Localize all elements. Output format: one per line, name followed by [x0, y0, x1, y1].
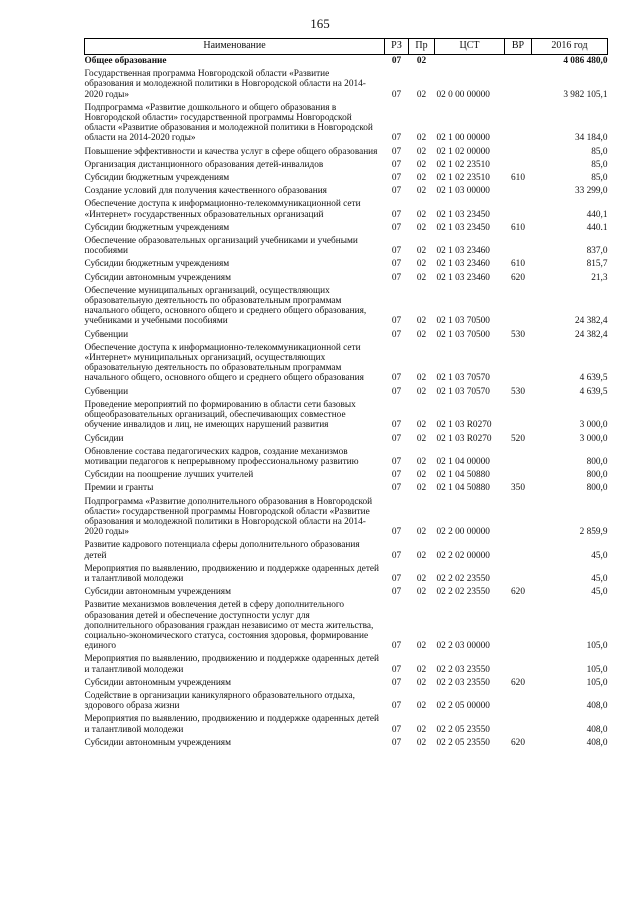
- cell-rz: 07: [391, 259, 402, 270]
- cell-pr: 02: [416, 272, 427, 283]
- cell-name: Повышение эффективности и качества услуг в сфере общего образования: [84, 146, 378, 157]
- cell-cst: 02 2 02 23550: [436, 573, 490, 584]
- header-sum: 2016 год: [532, 39, 608, 55]
- cell-sum: 815,7: [586, 259, 608, 270]
- cell-sum: 85,0: [591, 173, 608, 184]
- cell-cst: 02 2 05 00000: [436, 701, 490, 712]
- cell-vr: 530: [511, 386, 525, 397]
- cell-rz: 07: [391, 724, 402, 735]
- cell-pr: 02: [416, 483, 427, 494]
- cell-vr: 620: [511, 587, 525, 598]
- cell-vr: [505, 690, 532, 713]
- cell-cst: 02 0 00 00000: [436, 89, 490, 100]
- cell-name: Мероприятия по выявлению, продвижению и поддержке одаренных детей и талантливой молодежи: [84, 654, 380, 675]
- cell-cst: 02 1 04 00000: [436, 456, 490, 467]
- cell-vr: [505, 146, 532, 159]
- cell-pr: 02: [416, 259, 427, 270]
- cell-pr: 02: [416, 470, 427, 481]
- cell-cst: 02 1 02 23510: [436, 159, 490, 170]
- cell-cst: 02 1 03 23450: [436, 222, 490, 233]
- cell-rz: 07: [391, 173, 402, 184]
- cell-sum: 440,1: [586, 209, 608, 220]
- cell-sum: 408,0: [586, 737, 608, 748]
- cell-cst: 02 1 03 00000: [436, 186, 490, 197]
- cell-sum: 24 382,4: [574, 329, 608, 340]
- cell-name: Обеспечение образовательных организаций учебниками и учебными пособиями: [84, 236, 358, 257]
- cell-cst: 02 2 05 23550: [436, 724, 490, 735]
- table-row: [85, 285, 608, 329]
- table-row: [85, 342, 608, 386]
- table-row: [85, 599, 608, 653]
- cell-sum: 4 086 480,0: [563, 56, 608, 66]
- cell-name: Субвенции: [84, 386, 129, 397]
- cell-pr: 02: [416, 89, 427, 100]
- cell-sum: 800,0: [586, 470, 608, 481]
- table-row: [85, 586, 608, 599]
- cell-cst: 02 2 03 23550: [436, 677, 490, 688]
- cell-rz: 07: [391, 641, 402, 652]
- cell-pr: 02: [416, 573, 427, 584]
- cell-vr: 530: [511, 329, 525, 340]
- cell-cst: 02 2 00 00000: [436, 527, 490, 538]
- cell-rz: 07: [391, 133, 402, 144]
- table-row: [85, 172, 608, 185]
- cell-vr: [505, 496, 532, 540]
- cell-rz: 07: [391, 420, 402, 431]
- cell-vr: 610: [511, 222, 525, 233]
- header-cst: ЦСТ: [435, 39, 505, 55]
- cell-vr: [505, 563, 532, 586]
- cell-name: Субсидии автономным учреждениям: [84, 737, 231, 748]
- cell-cst: 02 1 03 23450: [436, 209, 490, 220]
- cell-pr: 02: [416, 527, 427, 538]
- cell-sum: 45,0: [591, 573, 608, 584]
- cell-rz: 07: [391, 373, 402, 384]
- cell-rz: 07: [391, 737, 402, 748]
- header-pr: Пр: [409, 39, 435, 55]
- cell-vr: 520: [511, 433, 525, 444]
- cell-name: Развитие кадрового потенциала сферы дополнительного образования детей: [84, 540, 360, 561]
- cell-rz: 07: [391, 677, 402, 688]
- cell-cst: 02 1 03 70570: [436, 386, 490, 397]
- table-row: [85, 235, 608, 258]
- cell-pr: 02: [416, 386, 427, 397]
- cell-sum: 800,0: [586, 483, 608, 494]
- table-row: [85, 68, 608, 102]
- cell-vr: 620: [511, 677, 525, 688]
- cell-cst: 02 1 03 70500: [436, 329, 490, 340]
- cell-cst: 02 1 04 50880: [436, 483, 490, 494]
- header-rz: РЗ: [385, 39, 409, 55]
- cell-rz: 07: [391, 316, 402, 327]
- cell-pr: 02: [416, 329, 427, 340]
- cell-vr: [505, 185, 532, 198]
- cell-name: Мероприятия по выявлению, продвижению и поддержке одаренных детей и талантливой молодежи: [84, 563, 380, 584]
- table-row: [85, 329, 608, 342]
- cell-name: Мероприятия по выявлению, продвижению и поддержке одаренных детей и талантливой молодежи: [84, 714, 380, 735]
- cell-sum: 440.1: [586, 222, 608, 233]
- table-row: [85, 146, 608, 159]
- cell-cst: 02 1 03 23460: [436, 272, 490, 283]
- cell-pr: 02: [416, 209, 427, 220]
- table-row: [85, 258, 608, 271]
- cell-cst: 02 2 02 23550: [436, 587, 490, 598]
- cell-vr: [505, 653, 532, 676]
- cell-pr: 02: [416, 641, 427, 652]
- cell-sum: 4 639,5: [579, 373, 608, 384]
- cell-rz: 07: [391, 433, 402, 444]
- cell-vr: [505, 539, 532, 562]
- cell-pr: 02: [416, 133, 427, 144]
- cell-pr: 02: [416, 186, 427, 197]
- cell-name: Подпрограмма «Развитие дошкольного и общего образования в Новгородской области» государственной программы Новгородской области «Развитие образования и молодежной политики в Новгородской области на 2014-2020 годы»: [84, 102, 373, 144]
- cell-vr: [505, 235, 532, 258]
- cell-name: Общее образование: [84, 56, 167, 66]
- cell-pr: 02: [416, 56, 427, 66]
- cell-rz: 07: [391, 550, 402, 561]
- cell-pr: 02: [416, 222, 427, 233]
- cell-name: Обеспечение доступа к информационно-телекоммуникационной сети «Интернет» муниципальных организаций, осуществляющих образовательную деятельность по образовательным программам начального общего, основного общего и среднего общего образования: [84, 342, 364, 384]
- table-row: [85, 185, 608, 198]
- cell-sum: 105,0: [586, 677, 608, 688]
- cell-vr: 610: [511, 173, 525, 184]
- cell-rz: 07: [391, 56, 402, 66]
- cell-pr: 02: [416, 724, 427, 735]
- cell-name: Субсидии автономным учреждениям: [84, 587, 231, 598]
- cell-sum: 85,0: [591, 159, 608, 170]
- cell-sum: 105,0: [586, 641, 608, 652]
- table-row: [85, 469, 608, 482]
- cell-name: Субсидии автономным учреждениям: [84, 677, 231, 688]
- cell-vr: [505, 599, 532, 653]
- cell-name: Субсидии: [84, 433, 124, 444]
- cell-rz: 07: [391, 209, 402, 220]
- cell-rz: 07: [391, 701, 402, 712]
- cell-cst: 02 1 03 R0270: [436, 420, 492, 431]
- cell-sum: 21,3: [591, 272, 608, 283]
- cell-sum: 33 299,0: [574, 186, 608, 197]
- table-row: [85, 496, 608, 540]
- cell-vr: [505, 198, 532, 221]
- cell-pr: 02: [416, 587, 427, 598]
- cell-name: Проведение мероприятий по формированию в области сети базовых общеобразовательных организаций, обеспечивающих совместное обучение инвалидов и лиц, не имеющих нарушений развития: [84, 399, 356, 431]
- table-row: [85, 433, 608, 446]
- cell-rz: 07: [391, 246, 402, 257]
- cell-sum: 34 184,0: [574, 133, 608, 144]
- cell-vr: [505, 68, 532, 102]
- cell-rz: 07: [391, 329, 402, 340]
- table-body: [85, 55, 608, 750]
- cell-name: Обеспечение муниципальных организаций, осуществляющих образовательную деятельность по образовательным программам начального общего, основного общего и среднего общего образования, учебниками и учебными пособиями: [84, 285, 367, 327]
- table-row: [85, 737, 608, 750]
- cell-vr: 610: [511, 259, 525, 270]
- cell-pr: 02: [416, 664, 427, 675]
- cell-rz: 07: [391, 573, 402, 584]
- cell-cst: 02 1 03 23460: [436, 259, 490, 270]
- budget-table: [84, 38, 608, 750]
- cell-rz: 07: [391, 386, 402, 397]
- cell-sum: 408,0: [586, 724, 608, 735]
- cell-name: Организация дистанционного образования детей-инвалидов: [84, 159, 324, 170]
- table-row: [85, 713, 608, 736]
- cell-rz: 07: [391, 527, 402, 538]
- cell-name: Обновление состава педагогических кадров, создание механизмов мотивации педагогов к непрерывному профессиональному развитию: [84, 446, 359, 467]
- cell-name: Субсидии автономным учреждениям: [84, 272, 231, 283]
- cell-cst: 02 1 02 00000: [436, 146, 490, 157]
- cell-vr: [505, 342, 532, 386]
- cell-sum: 2 859,9: [579, 527, 608, 538]
- cell-name: Субсидии бюджетным учреждениям: [84, 222, 230, 233]
- cell-vr: 620: [511, 737, 525, 748]
- cell-sum: 3 982 105,1: [563, 89, 608, 100]
- cell-sum: 408,0: [586, 701, 608, 712]
- cell-vr: [505, 713, 532, 736]
- cell-name: Субсидии на поощрение лучших учителей: [84, 470, 254, 481]
- cell-cst: 02 1 02 23510: [436, 173, 490, 184]
- cell-cst: 02 2 02 00000: [436, 550, 490, 561]
- cell-sum: 837,0: [586, 246, 608, 257]
- cell-name: Создание условий для получения качественного образования: [84, 186, 327, 197]
- cell-sum: 105,0: [586, 664, 608, 675]
- cell-vr: 620: [511, 272, 525, 283]
- table-row: [85, 399, 608, 433]
- cell-vr: [505, 469, 532, 482]
- cell-name: Премии и гранты: [84, 483, 154, 494]
- cell-vr: [505, 285, 532, 329]
- cell-sum: 85,0: [591, 146, 608, 157]
- cell-cst: 02 1 03 R0270: [436, 433, 492, 444]
- cell-rz: 07: [391, 587, 402, 598]
- cell-vr: [505, 102, 532, 146]
- cell-cst: 02 2 03 23550: [436, 664, 490, 675]
- cell-cst: 02 1 04 50880: [436, 470, 490, 481]
- cell-cst: 02 2 05 23550: [436, 737, 490, 748]
- cell-name: Содействие в организации каникулярного образовательного отдыха, здорового образа жизни: [84, 690, 355, 712]
- cell-rz: 07: [391, 483, 402, 494]
- cell-pr: 02: [416, 456, 427, 467]
- header-vr: ВР: [505, 39, 532, 55]
- table-row: [85, 102, 608, 146]
- cell-vr: [505, 446, 532, 469]
- cell-rz: 07: [391, 272, 402, 283]
- cell-sum: 4 639,5: [579, 386, 608, 397]
- cell-sum: 800,0: [586, 456, 608, 467]
- table-header: [85, 39, 608, 55]
- cell-rz: 07: [391, 159, 402, 170]
- table-row: [85, 386, 608, 399]
- cell-cst: 02 1 03 70500: [436, 316, 490, 327]
- cell-pr: 02: [416, 420, 427, 431]
- cell-pr: 02: [416, 173, 427, 184]
- cell-rz: 07: [391, 456, 402, 467]
- table-row: [85, 690, 608, 713]
- table-row: [85, 539, 608, 562]
- cell-pr: 02: [416, 550, 427, 561]
- table-row: [85, 677, 608, 690]
- cell-pr: 02: [416, 433, 427, 444]
- cell-cst: 02 2 03 00000: [436, 641, 490, 652]
- cell-sum: 24 382,4: [574, 316, 608, 327]
- cell-name: Субсидии бюджетным учреждениям: [84, 259, 230, 270]
- table-row: [85, 446, 608, 469]
- cell-rz: 07: [391, 186, 402, 197]
- cell-pr: 02: [416, 373, 427, 384]
- cell-pr: 02: [416, 677, 427, 688]
- cell-sum: 45,0: [591, 587, 608, 598]
- cell-name: Обеспечение доступа к информационно-телекоммуникационной сети «Интернет» государственных образовательных организаций: [84, 199, 361, 220]
- cell-pr: 02: [416, 146, 427, 157]
- cell-name: Государственная программа Новгородской области «Развитие образования и молодежной политики в Новгородской области на 2014-2020 годы»: [84, 69, 366, 100]
- header-name: Наименование: [85, 39, 385, 55]
- table-row: [85, 653, 608, 676]
- cell-rz: 07: [391, 89, 402, 100]
- page-number: 165: [310, 16, 330, 31]
- table-row: [85, 198, 608, 221]
- table-row: [85, 563, 608, 586]
- table-row: [85, 272, 608, 285]
- cell-name: Развитие механизмов вовлечения детей в сферу дополнительного образования детей и обеспечение доступности услуг для дополнительного образования граждан независимо от места жительства, социально-экономического статуса, состояния здоровья, формирование единого: [84, 600, 374, 652]
- cell-vr: 350: [511, 483, 525, 494]
- cell-name: Субвенции: [84, 329, 129, 340]
- cell-cst: 02 1 03 70570: [436, 373, 490, 384]
- cell-cst: [435, 55, 505, 69]
- cell-vr: [505, 159, 532, 172]
- table-row: [85, 55, 608, 69]
- cell-rz: 07: [391, 664, 402, 675]
- cell-sum: 3 000,0: [579, 433, 608, 444]
- cell-pr: 02: [416, 701, 427, 712]
- cell-rz: 07: [391, 222, 402, 233]
- cell-rz: 07: [391, 470, 402, 481]
- table-row: [85, 482, 608, 495]
- cell-sum: 45,0: [591, 550, 608, 561]
- cell-cst: 02 1 03 23460: [436, 246, 490, 257]
- cell-sum: 3 000,0: [579, 420, 608, 431]
- cell-cst: 02 1 00 00000: [436, 133, 490, 144]
- cell-rz: 07: [391, 146, 402, 157]
- cell-pr: 02: [416, 246, 427, 257]
- table-row: [85, 222, 608, 235]
- table-row: [85, 159, 608, 172]
- cell-pr: 02: [416, 737, 427, 748]
- cell-name: Субсидии бюджетным учреждениям: [84, 173, 230, 184]
- cell-pr: 02: [416, 159, 427, 170]
- cell-vr: [505, 399, 532, 433]
- cell-name: Подпрограмма «Развитие дополнительного образования в Новгородской области» государственной программы Новгородской области «Развитие образования и молодежной политики в Новгородской области на 2014-2020 годы»: [84, 496, 373, 538]
- cell-vr: [505, 55, 532, 69]
- cell-pr: 02: [416, 316, 427, 327]
